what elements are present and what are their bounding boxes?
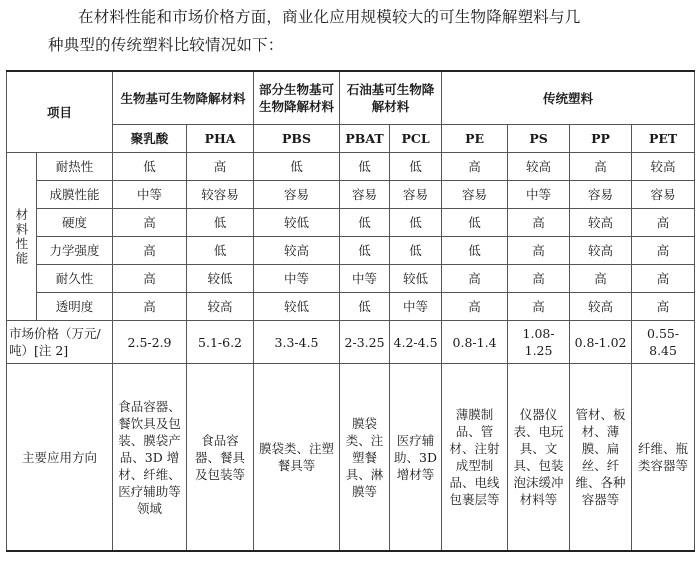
table-cell: 高 (570, 153, 632, 181)
table-row (7, 237, 695, 265)
table-cell: 高 (442, 153, 508, 181)
header-group-petro: 石油基可生物降解材料 (340, 71, 442, 125)
price-cell: 0.8-1.02 (570, 321, 632, 364)
material-pbat: PBAT (340, 125, 390, 153)
application-cell: 食品容器、餐具及包装等 (187, 364, 254, 552)
table-cell: 低 (187, 209, 254, 237)
table-cell: 低 (113, 153, 187, 181)
intro-paragraph (0, 0, 700, 59)
price-cell: 2-3.25 (340, 321, 390, 364)
table-cell: 高 (113, 209, 187, 237)
table-cell: 容易 (442, 181, 508, 209)
table-cell: 中等 (508, 181, 570, 209)
table-cell: 高 (632, 293, 695, 321)
row-label: 硬度 (37, 209, 113, 237)
table-cell: 较高 (570, 209, 632, 237)
table-row (7, 293, 695, 321)
table-cell: 低 (340, 209, 390, 237)
performance-group-label: 材料性能 (7, 153, 37, 321)
price-row (7, 321, 695, 364)
material-pe: PE (442, 125, 508, 153)
row-label: 耐热性 (37, 153, 113, 181)
table-cell: 容易 (632, 181, 695, 209)
application-cell: 膜袋类、注塑餐具等 (254, 364, 340, 552)
table-cell: 容易 (254, 181, 340, 209)
table-cell: 低 (390, 153, 442, 181)
table-row (7, 181, 695, 209)
table-cell: 高 (508, 265, 570, 293)
material-pcl: PCL (390, 125, 442, 153)
intro-line-1: 在材料性能和市场价格方面，商业化应用规模较大的可生物降解塑料与几 (78, 8, 581, 26)
row-label: 成膜性能 (37, 181, 113, 209)
table-cell: 低 (187, 237, 254, 265)
comparison-table (6, 70, 695, 552)
material-pp: PP (570, 125, 632, 153)
header-group-bio: 生物基可生物降解材料 (113, 71, 254, 125)
price-cell: 0.55-8.45 (632, 321, 695, 364)
table-cell: 低 (340, 153, 390, 181)
table-cell: 中等 (254, 265, 340, 293)
table-cell: 中等 (340, 265, 390, 293)
table-cell: 高 (187, 153, 254, 181)
table-cell: 较高 (632, 153, 695, 181)
application-cell: 膜袋类、注塑餐具、淋膜等 (340, 364, 390, 552)
table-cell: 高 (508, 293, 570, 321)
table-cell: 较低 (187, 265, 254, 293)
application-cell: 食品容器、餐饮具及包装、膜袋产品、3D 增材、纤维、医疗辅助等领域 (113, 364, 187, 552)
table-cell: 低 (390, 237, 442, 265)
price-cell: 2.5-2.9 (113, 321, 187, 364)
row-label: 力学强度 (37, 237, 113, 265)
table-cell: 较高 (570, 293, 632, 321)
table-cell: 高 (570, 265, 632, 293)
table-cell: 低 (254, 153, 340, 181)
table-cell: 较高 (570, 237, 632, 265)
application-cell: 医疗辅助、3D 增材等 (390, 364, 442, 552)
application-label: 主要应用方向 (7, 364, 113, 552)
table-cell: 中等 (390, 293, 442, 321)
table-cell: 低 (442, 209, 508, 237)
table-cell: 较低 (254, 293, 340, 321)
table-cell: 高 (508, 237, 570, 265)
row-label: 耐久性 (37, 265, 113, 293)
price-cell: 0.8-1.4 (442, 321, 508, 364)
row-label: 透明度 (37, 293, 113, 321)
price-label: 市场价格（万元/吨）[注 2] (7, 321, 113, 364)
table-cell: 容易 (340, 181, 390, 209)
application-cell: 薄膜制品、管材、注射成型制品、电线包裹层等 (442, 364, 508, 552)
intro-line-2: 种典型的传统塑料比较情况如下： (48, 36, 284, 54)
table-cell: 较低 (390, 265, 442, 293)
table-cell: 容易 (390, 181, 442, 209)
table-cell: 低 (340, 237, 390, 265)
table-cell: 较高 (187, 293, 254, 321)
price-cell: 5.1-6.2 (187, 321, 254, 364)
table-cell: 低 (390, 209, 442, 237)
application-row (7, 364, 695, 552)
table-cell: 容易 (570, 181, 632, 209)
header-item: 项目 (7, 71, 113, 153)
table-cell: 高 (632, 265, 695, 293)
header-group-partial: 部分生物基可生物降解材料 (254, 71, 340, 125)
table-cell: 较高 (254, 237, 340, 265)
application-cell: 仪器仪表、电玩具、文具、包装泡沫缓冲材料等 (508, 364, 570, 552)
material-ps: PS (508, 125, 570, 153)
table-row (7, 153, 695, 181)
application-cell: 管材、板材、薄膜、扁丝、纤维、各种容器等 (570, 364, 632, 552)
application-cell: 纤维、瓶类容器等 (632, 364, 695, 552)
material-pha: PHA (187, 125, 254, 153)
table-cell: 高 (632, 237, 695, 265)
material-pbs: PBS (254, 125, 340, 153)
material-pet: PET (632, 125, 695, 153)
table-cell: 较容易 (187, 181, 254, 209)
table-cell: 高 (508, 209, 570, 237)
material-pla: 聚乳酸 (113, 125, 187, 153)
table-cell: 较低 (254, 209, 340, 237)
table-cell: 高 (113, 293, 187, 321)
table-cell: 较高 (508, 153, 570, 181)
price-cell: 4.2-4.5 (390, 321, 442, 364)
header-group-traditional: 传统塑料 (442, 71, 695, 125)
table-cell: 高 (113, 265, 187, 293)
table-cell: 中等 (113, 181, 187, 209)
table-cell: 高 (113, 237, 187, 265)
table-cell: 低 (340, 293, 390, 321)
table-row (7, 209, 695, 237)
table-cell: 高 (442, 265, 508, 293)
price-cell: 3.3-4.5 (254, 321, 340, 364)
price-cell: 1.08-1.25 (508, 321, 570, 364)
table-row (7, 265, 695, 293)
table-cell: 高 (632, 209, 695, 237)
table-cell: 高 (442, 293, 508, 321)
table-cell: 低 (442, 237, 508, 265)
